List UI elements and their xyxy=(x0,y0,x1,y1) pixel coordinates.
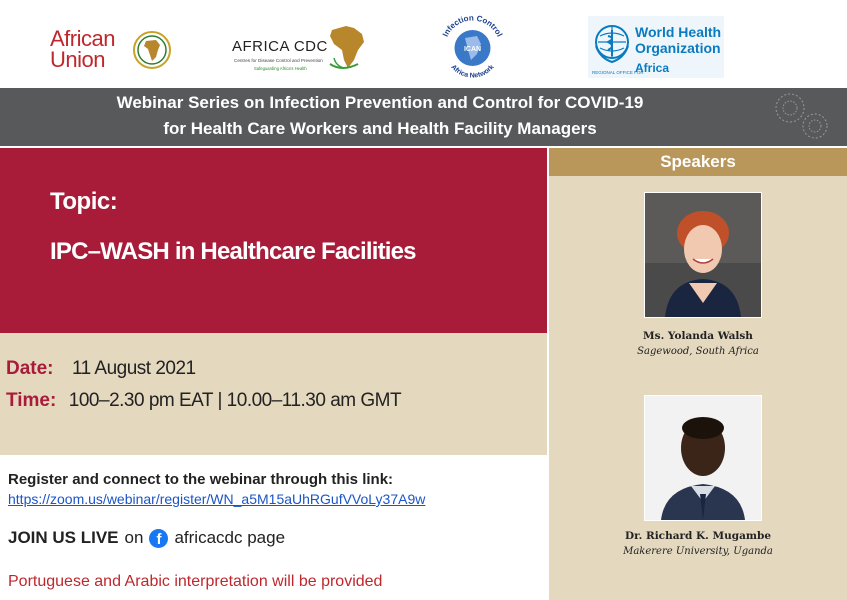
speaker-photo-walsh xyxy=(644,192,762,318)
cdc-title: AFRICA CDC xyxy=(232,38,328,55)
who-logo xyxy=(588,16,724,78)
register-instructions: Register and connect to the webinar through this link: xyxy=(8,471,394,488)
topic-label: Topic: xyxy=(50,188,118,215)
banner-title-line2: for Health Care Workers and Health Facility Managers xyxy=(163,119,597,138)
cdc-tagline: Safeguarding Africa's Health xyxy=(254,66,307,71)
au-line2: Union xyxy=(50,47,105,72)
time-row xyxy=(6,390,401,412)
au-line1: African xyxy=(50,26,115,51)
africa-emblem-icon xyxy=(132,30,172,70)
facebook-page-link[interactable]: africacdc page xyxy=(174,528,286,547)
svg-text:Africa Network xyxy=(449,64,495,80)
zoom-registration-link[interactable]: https://zoom.us/webinar/register/WN_a5M15aUhRGufVVoLy37A9w xyxy=(8,491,426,507)
schedule-panel xyxy=(0,333,547,455)
who-emblem-icon xyxy=(592,22,632,64)
africa-cdc-logo xyxy=(232,20,372,76)
date-row xyxy=(6,358,196,380)
time-value: 100–2.30 pm EAT | 10.00–11.30 am GMT xyxy=(68,390,402,411)
speaker-affiliation: Sagewood, South Africa xyxy=(637,346,759,357)
topic-title: IPC–WASH in Healthcare Facilities xyxy=(50,238,416,265)
topic-panel xyxy=(0,148,547,333)
join-on-text: on xyxy=(124,528,144,547)
cdc-subtitle: Centres for Disease Control and Prevention xyxy=(234,58,323,63)
time-label: Time: xyxy=(6,390,57,411)
speakers-panel xyxy=(549,148,847,600)
speaker-name: Ms. Yolanda Walsh xyxy=(643,330,753,342)
who-line1: World Health xyxy=(635,24,722,40)
virus-decoration-icon xyxy=(760,88,847,146)
africa-map-icon xyxy=(324,20,370,74)
interpretation-note: Portuguese and Arabic interpretation will be provided xyxy=(8,573,383,590)
speakers-heading: Speakers xyxy=(549,148,847,176)
speaker-photo-mugambe xyxy=(644,395,762,521)
icn-logo xyxy=(435,10,510,85)
speaker-name: Dr. Richard K. Mugambe xyxy=(624,530,772,542)
icn-top-text: Infection Control xyxy=(440,13,505,39)
who-line3: Africa xyxy=(635,61,670,75)
banner-title-line1: Webinar Series on Infection Prevention and Control for COVID-19 xyxy=(116,93,644,112)
date-value: 11 August 2021 xyxy=(71,358,196,379)
who-region-label: REGIONAL OFFICE FOR xyxy=(592,70,644,75)
icn-bottom-text: Africa Network xyxy=(449,63,496,80)
african-union-logo xyxy=(50,28,180,78)
speaker-affiliation: Makerere University, Uganda xyxy=(623,546,773,557)
webinar-banner xyxy=(0,88,847,146)
join-live-line xyxy=(8,528,285,548)
facebook-icon[interactable]: f xyxy=(149,529,168,548)
registration-panel xyxy=(0,455,547,600)
icn-center-text: ICAN xyxy=(463,46,482,53)
ican-emblem-icon xyxy=(435,10,510,85)
join-live-text: JOIN US LIVE xyxy=(8,528,119,547)
logo-strip xyxy=(0,0,847,88)
who-line2: Organization xyxy=(635,40,721,56)
date-label: Date: xyxy=(6,358,54,379)
